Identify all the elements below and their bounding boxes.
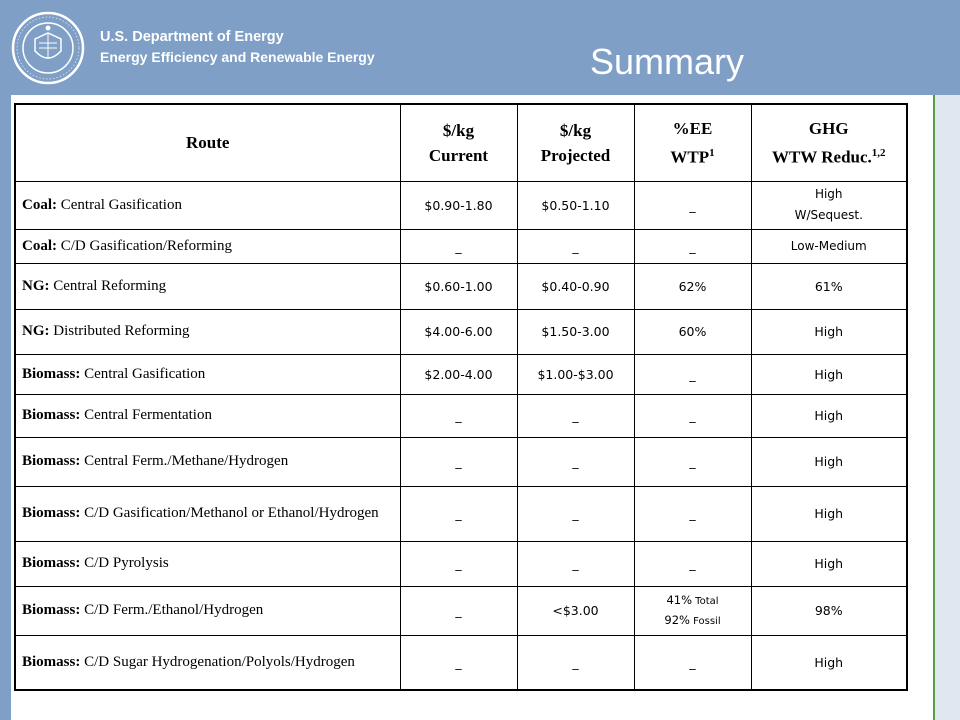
efficiency-cell: 60%: [634, 309, 751, 354]
process-label: C/D Sugar Hydrogenation/Polyols/Hydrogen: [80, 653, 355, 670]
table-row: [15, 354, 907, 394]
projected-cost-cell: _: [517, 437, 634, 486]
feedstock-label: Biomass:: [22, 653, 81, 670]
route-cell: [15, 354, 400, 394]
table-row: [15, 437, 907, 486]
table-row: [15, 586, 907, 635]
summary-table: [14, 103, 908, 691]
route-cell: [15, 394, 400, 437]
route-cell: [15, 486, 400, 541]
feedstock-label: Biomass:: [22, 505, 81, 521]
feedstock-label: Biomass:: [22, 453, 81, 469]
projected-cost-cell: <$3.00: [517, 586, 634, 635]
efficiency-cell: _: [634, 229, 751, 263]
left-sidebar-bar: [0, 95, 11, 720]
route-cell: [15, 586, 400, 635]
projected-cost-cell: $1.00-$3.00: [517, 354, 634, 394]
current-line2: Current: [428, 145, 489, 165]
current-cost-cell: _: [400, 586, 517, 635]
current-cost-cell: _: [400, 229, 517, 263]
route-cell: [15, 263, 400, 309]
route-cell: [15, 181, 400, 229]
feedstock-label: NG:: [22, 323, 50, 339]
ghg-cell: High: [751, 486, 907, 541]
feedstock-label: Coal:: [22, 237, 57, 254]
projected-line2: Projected: [540, 145, 611, 165]
ghg-cell: [751, 181, 907, 229]
org-line1: U.S. Department of Energy: [100, 29, 284, 45]
efficiency-cell: _: [634, 394, 751, 437]
ghg-cell: Low-Medium: [751, 229, 907, 263]
feedstock-label: Biomass:: [22, 602, 81, 618]
ghg-cell: High: [751, 309, 907, 354]
ghg-cell: High: [751, 635, 907, 690]
ghg-cell: High: [751, 541, 907, 586]
ghg-cell: High: [751, 394, 907, 437]
table-row: [15, 635, 907, 690]
ghg-value: High: [814, 187, 843, 201]
process-label: Central Ferm./Methane/Hydrogen: [80, 453, 289, 469]
org-name: [100, 27, 375, 67]
ghg-cell: 61%: [751, 263, 907, 309]
green-edge-line: [933, 95, 935, 720]
ghg-line2: WTW Reduc.: [771, 147, 872, 167]
efficiency-cell: 62%: [634, 263, 751, 309]
col-header-ee: [634, 104, 751, 181]
process-label: C/D Gasification/Methanol or Ethanol/Hydrogen: [80, 505, 379, 521]
ee-footnote: 1: [709, 146, 715, 159]
table-row: [15, 486, 907, 541]
feedstock-label: NG:: [22, 277, 50, 294]
efficiency-cell: _: [634, 635, 751, 690]
process-label: Distributed Reforming: [49, 323, 190, 339]
efficiency-cell: _: [634, 486, 751, 541]
efficiency-total-note: Total: [692, 595, 719, 607]
route-cell: [15, 541, 400, 586]
route-cell: [15, 437, 400, 486]
efficiency-fossil: 92%: [664, 612, 690, 627]
projected-cost-cell: $0.50-1.10: [517, 181, 634, 229]
current-cost-cell: $4.00-6.00: [400, 309, 517, 354]
projected-cost-cell: _: [517, 486, 634, 541]
projected-cost-cell: _: [517, 394, 634, 437]
process-label: C/D Ferm./Ethanol/Hydrogen: [80, 602, 264, 618]
current-cost-cell: $2.00-4.00: [400, 354, 517, 394]
current-cost-cell: $0.60-1.00: [400, 263, 517, 309]
projected-cost-cell: _: [517, 229, 634, 263]
col-header-projected: [517, 104, 634, 181]
ghg-cell: High: [751, 354, 907, 394]
header-banner: [0, 0, 960, 95]
current-cost-cell: $0.90-1.80: [400, 181, 517, 229]
current-cost-cell: _: [400, 635, 517, 690]
route-cell: [15, 635, 400, 690]
current-cost-cell: _: [400, 437, 517, 486]
col-header-route: Route: [15, 104, 400, 181]
table-row: [15, 394, 907, 437]
ghg-line1: GHG: [808, 118, 849, 138]
col-header-ghg: [751, 104, 907, 181]
table-row: [15, 309, 907, 354]
table-row: [15, 229, 907, 263]
doe-seal-icon: [11, 11, 85, 85]
feedstock-label: Biomass:: [22, 555, 81, 571]
efficiency-cell: [634, 586, 751, 635]
efficiency-cell: _: [634, 354, 751, 394]
efficiency-cell: _: [634, 181, 751, 229]
feedstock-label: Coal:: [22, 196, 57, 213]
route-cell: [15, 309, 400, 354]
ghg-cell: 98%: [751, 586, 907, 635]
projected-line1: $/kg: [559, 120, 592, 140]
ee-line1: %EE: [672, 118, 713, 138]
projected-cost-cell: $0.40-0.90: [517, 263, 634, 309]
ghg-cell: High: [751, 437, 907, 486]
feedstock-label: Biomass:: [22, 407, 81, 423]
current-cost-cell: _: [400, 486, 517, 541]
table-row: [15, 263, 907, 309]
org-line2: Energy Efficiency and Renewable Energy: [100, 49, 375, 65]
table-header-row: [15, 104, 907, 181]
process-label: C/D Gasification/Reforming: [57, 237, 232, 254]
slide-title: Summary: [590, 41, 745, 82]
current-line1: $/kg: [442, 120, 475, 140]
process-label: Central Reforming: [49, 277, 167, 294]
table-row: [15, 181, 907, 229]
route-cell: [15, 229, 400, 263]
projected-cost-cell: _: [517, 541, 634, 586]
process-label: C/D Pyrolysis: [80, 555, 169, 571]
current-cost-cell: _: [400, 541, 517, 586]
table-row: [15, 541, 907, 586]
efficiency-cell: _: [634, 437, 751, 486]
feedstock-label: Biomass:: [22, 365, 81, 382]
efficiency-fossil-note: Fossil: [689, 615, 721, 627]
current-cost-cell: _: [400, 394, 517, 437]
projected-cost-cell: _: [517, 635, 634, 690]
process-label: Central Fermentation: [80, 407, 212, 423]
process-label: Central Gasification: [57, 196, 182, 213]
ghg-value-note: W/Sequest.: [794, 208, 863, 222]
efficiency-total: 41%: [666, 592, 692, 607]
ghg-footnote: 1,2: [871, 146, 886, 159]
efficiency-cell: _: [634, 541, 751, 586]
ee-line2: WTP: [670, 147, 710, 167]
projected-cost-cell: $1.50-3.00: [517, 309, 634, 354]
process-label: Central Gasification: [80, 365, 206, 382]
right-sidebar-bar: [933, 95, 960, 720]
col-header-current: [400, 104, 517, 181]
